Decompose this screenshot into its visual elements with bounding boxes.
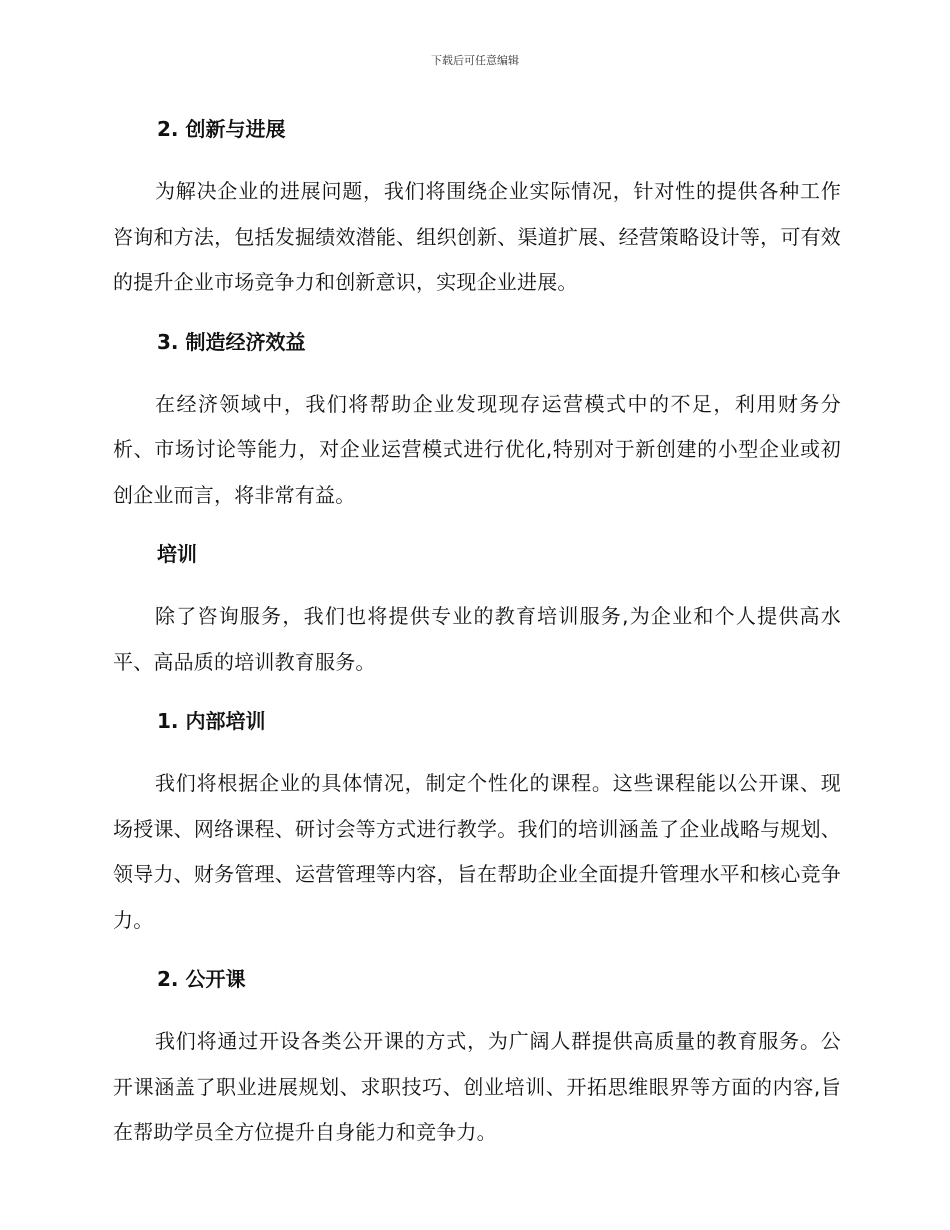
section-paragraph-innovation: 为解决企业的进展问题，我们将围绕企业实际情况，针对性的提供各种工作咨询和方法，包括发掘绩效潜能、组织创新、渠道扩展、经营策略设计等，可有效的提升企业市场竞争力和创新意识，实现企业进展。 [113, 179, 841, 294]
section-paragraph-internal-training: 我们将根据企业的具体情况，制定个性化的课程。这些课程能以公开课、现场授课、网络课程、研讨会等方式进行教学。我们的培训涵盖了企业战略与规划、领导力、财务管理、运营管理等内容，旨在帮助企业全面提升管理水平和核心竞争力。 [113, 771, 841, 932]
page-header: 下载后可任意编辑 [431, 54, 519, 67]
section-heading-open-course: 2. 公开课 [157, 967, 246, 991]
section-paragraph-open-course: 我们将通过开设各类公开课的方式，为广阔人群提供高质量的教育服务。公开课涵盖了职业进展规划、求职技巧、创业培训、开拓思维眼界等方面的内容,旨在帮助学员全方位提升自身能力和竞争力。 [113, 1029, 841, 1144]
section-heading-innovation: 2. 创新与进展 [157, 117, 286, 141]
document-body [113, 111, 841, 1156]
section-heading-economic-benefit: 3. 制造经济效益 [157, 329, 306, 354]
section-paragraph-economic-benefit: 在经济领域中，我们将帮助企业发现现存运营模式中的不足，利用财务分析、市场讨论等能力，对企业运营模式进行优化,特别对于新创建的小型企业或初创企业而言，将非常有益。 [113, 391, 841, 507]
section-heading-training: 培训 [157, 542, 197, 566]
section-heading-internal-training: 1. 内部培训 [157, 709, 266, 733]
section-paragraph-training: 除了咨询服务，我们也将提供专业的教育培训服务,为企业和个人提供高水平、高品质的培训教育服务。 [113, 604, 841, 674]
